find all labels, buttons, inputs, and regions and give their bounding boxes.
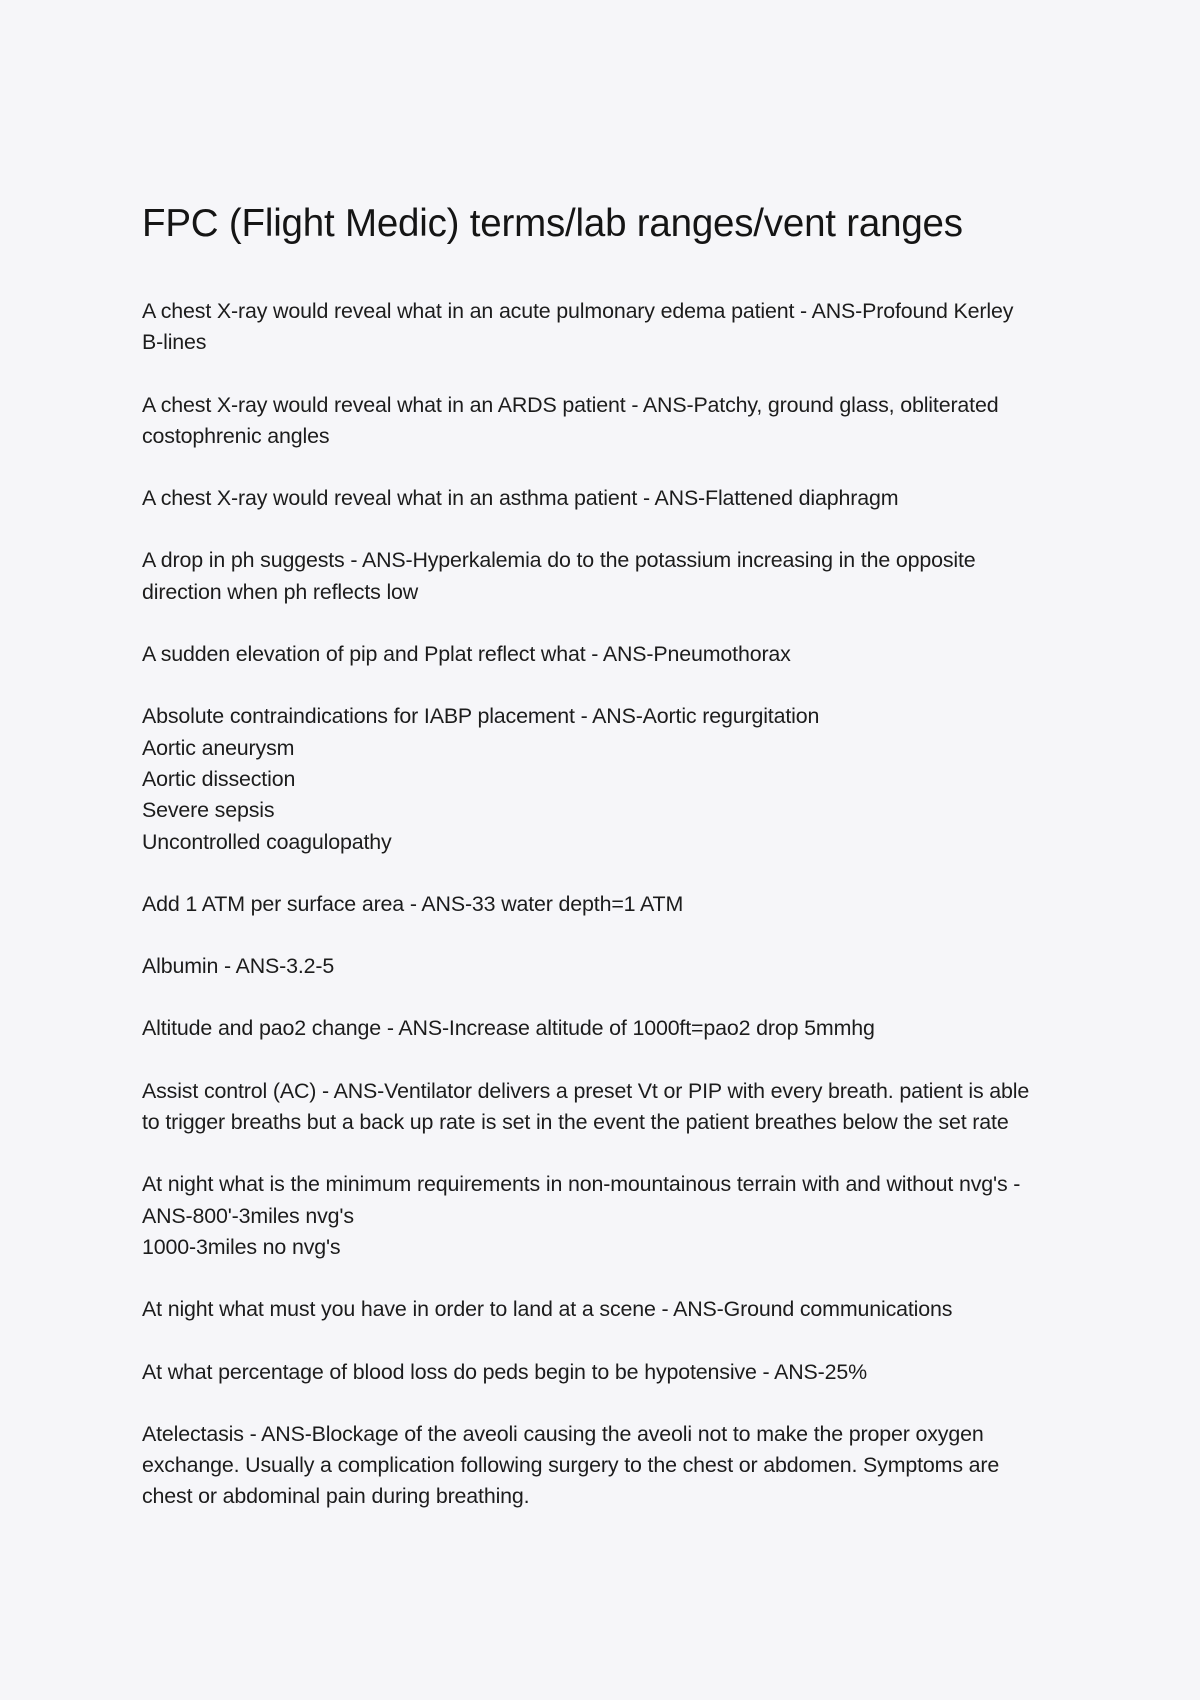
- entry-line: At night what is the minimum requirements in non-mountainous terrain with and without nvg's -: [142, 1172, 1021, 1197]
- entry-line: A chest X-ray would reveal what in an ARDS patient - ANS-Patchy, ground glass, obliterated: [142, 392, 999, 417]
- entry: [142, 296, 1070, 359]
- entry: [142, 889, 1070, 920]
- entry-line: Absolute contraindications for IABP placement - ANS-Aortic regurgitation: [142, 704, 820, 729]
- entry-line: A drop in ph suggests - ANS-Hyperkalemia do to the potassium increasing in the opposite: [142, 548, 976, 573]
- entry: [142, 483, 1070, 514]
- entry-list: [142, 296, 1070, 1513]
- entry: [142, 1013, 1070, 1044]
- entry: [142, 1076, 1070, 1139]
- entry-line: Uncontrolled coagulopathy: [142, 829, 392, 854]
- entry-line: Severe sepsis: [142, 798, 275, 823]
- entry-line: direction when ph reflects low: [142, 579, 419, 604]
- entry-line: Assist control (AC) - ANS-Ventilator delivers a preset Vt or PIP with every breath. patient is able: [142, 1078, 1030, 1103]
- entry-line: 1000-3miles no nvg's: [142, 1234, 341, 1259]
- entry: [142, 1169, 1070, 1263]
- entry: [142, 1357, 1070, 1388]
- entry-line: Aortic dissection: [142, 766, 296, 791]
- entry-line: Atelectasis - ANS-Blockage of the aveoli causing the aveoli not to make the proper oxygen: [142, 1421, 984, 1446]
- entry-line: B-lines: [142, 330, 207, 355]
- entry: [142, 701, 1070, 857]
- entry-line: exchange. Usually a complication following surgery to the chest or abdomen. Symptoms are: [142, 1453, 1000, 1478]
- entry-line: chest or abdominal pain during breathing.: [142, 1484, 530, 1509]
- entry-line: Add 1 ATM per surface area - ANS-33 water depth=1 ATM: [142, 891, 684, 916]
- entry-line: Altitude and pao2 change - ANS-Increase altitude of 1000ft=pao2 drop 5mmhg: [142, 1016, 875, 1041]
- entry: [142, 1419, 1070, 1513]
- entry-line: Aortic aneurysm: [142, 735, 295, 760]
- entry-line: A chest X-ray would reveal what in an asthma patient - ANS-Flattened diaphragm: [142, 486, 899, 511]
- entry: [142, 951, 1070, 982]
- page-title: FPC (Flight Medic) terms/lab ranges/vent ranges: [142, 202, 963, 245]
- entry-line: ANS-800'-3miles nvg's: [142, 1203, 354, 1228]
- entry: [142, 545, 1070, 608]
- entry: [142, 1294, 1070, 1325]
- entry-line: costophrenic angles: [142, 423, 330, 448]
- entry-line: to trigger breaths but a back up rate is set in the event the patient breathes below the set rate: [142, 1110, 1009, 1135]
- entry: [142, 639, 1070, 670]
- entry: [142, 390, 1070, 453]
- entry-line: A sudden elevation of pip and Pplat reflect what - ANS-Pneumothorax: [142, 642, 791, 667]
- entry-line: At night what must you have in order to land at a scene - ANS-Ground communications: [142, 1297, 953, 1322]
- entry-line: Albumin - ANS-3.2-5: [142, 954, 335, 979]
- entry-line: A chest X-ray would reveal what in an acute pulmonary edema patient - ANS-Profound Kerley: [142, 299, 1014, 323]
- entry-line: At what percentage of blood loss do peds begin to be hypotensive - ANS-25%: [142, 1359, 867, 1384]
